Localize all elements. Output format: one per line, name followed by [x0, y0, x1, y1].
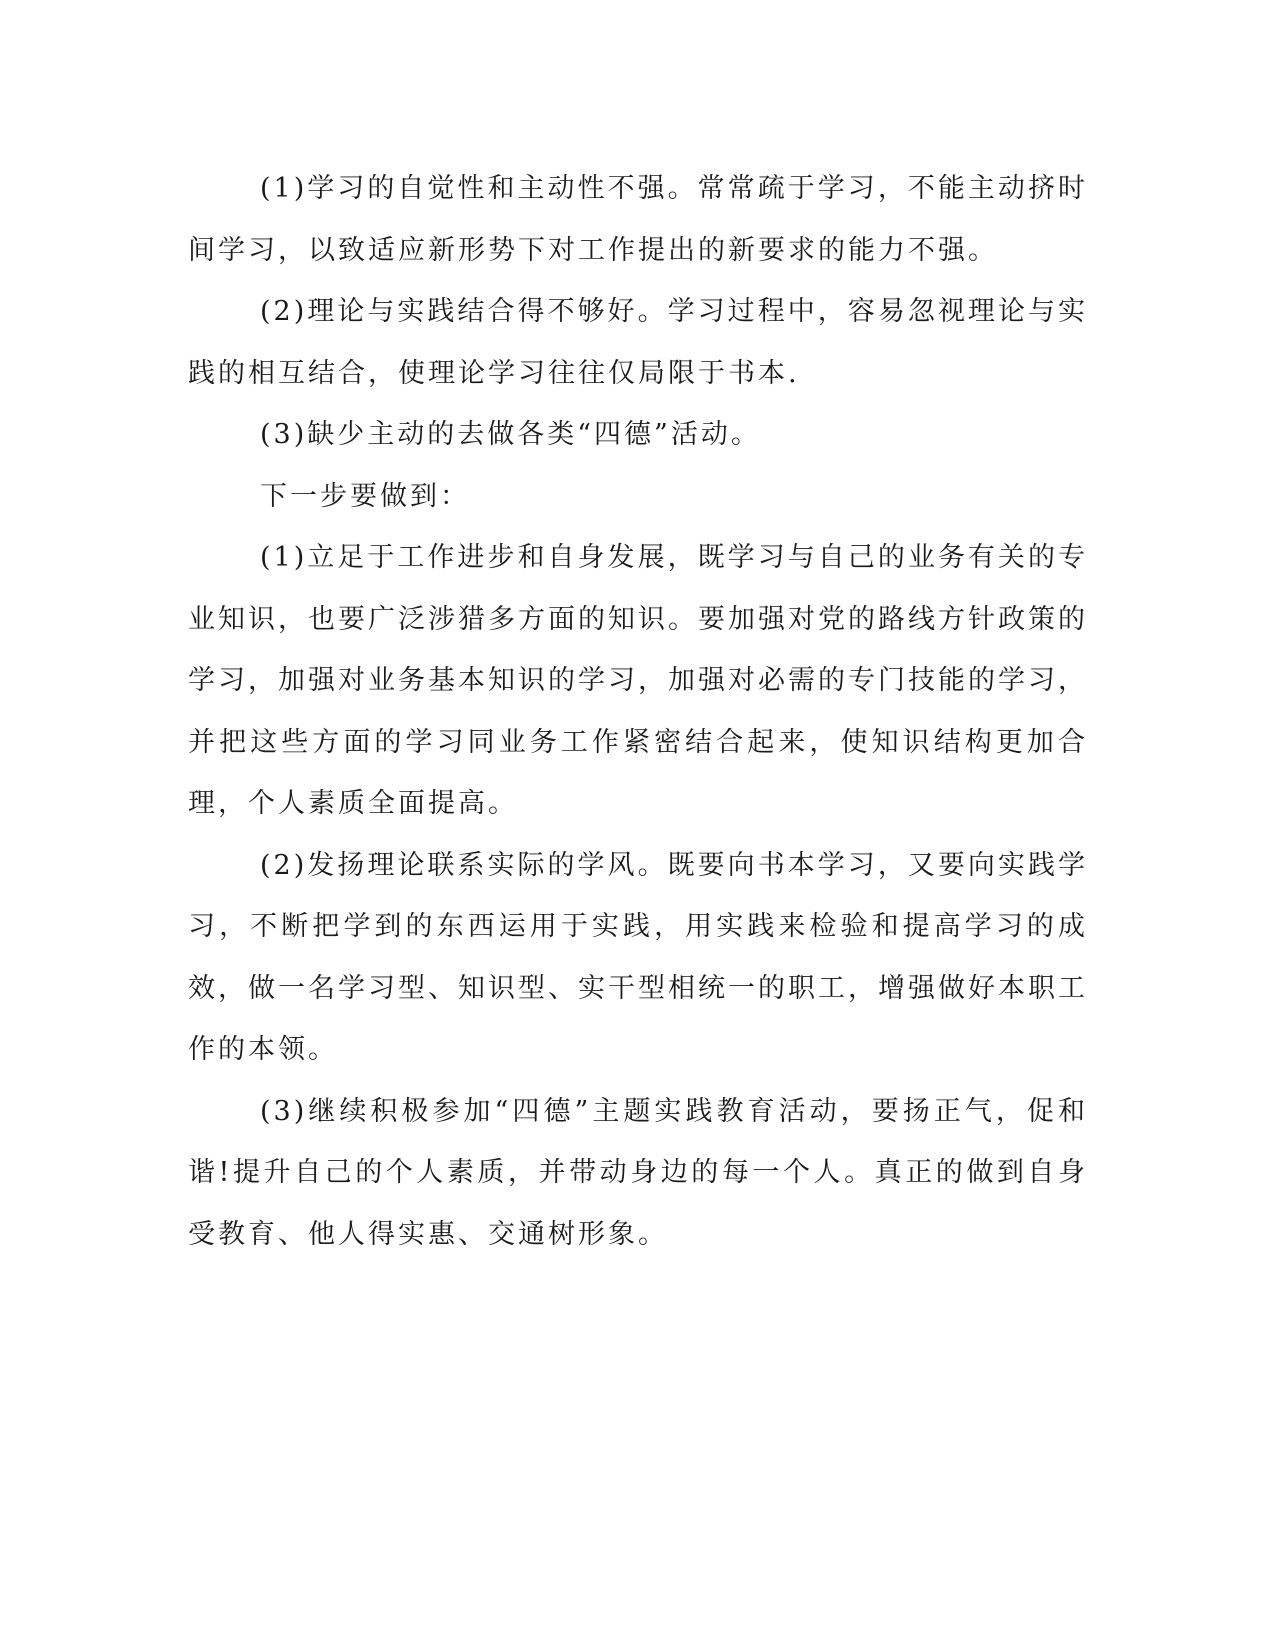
paragraph-next-steps-heading: 下一步要做到：: [260, 480, 470, 512]
paragraph-plan-1: (1)立足于工作进步和自身发展，既学习与自己的业务有关的专业知识，也要广泛涉猎多方面的知识。要加强对党的路线方针政策的学习，加强对业务基本知识的学习，加强对必需的专门技能的学习，并把这些方面的学习同业务工作紧密结合起来，使知识结构更加合理，个人素质全面提高。: [188, 542, 1088, 819]
document-body: [188, 158, 1088, 1265]
paragraph-plan-2: (2)发扬理论联系实际的学风。既要向书本学习，又要向实践学习，不断把学到的东西运用于实践，用实践来检验和提高学习的成效，做一名学习型、知识型、实干型相统一的职工，增强做好本职工作的本领。: [188, 849, 1088, 1065]
paragraph-problem-1: (1)学习的自觉性和主动性不强。常常疏于学习，不能主动挤时间学习，以致适应新形势下对工作提出的新要求的能力不强。: [188, 173, 1088, 266]
paragraph-problem-2: (2)理论与实践结合得不够好。学习过程中，容易忽视理论与实践的相互结合，使理论学习往往仅局限于书本.: [188, 296, 1088, 389]
paragraph-plan-3: (3)继续积极参加“四德”主题实践教育活动，要扬正气，促和谐!提升自己的个人素质，并带动身边的每一个人。真正的做到自身受教育、他人得实惠、交通树形象。: [188, 1095, 1088, 1250]
paragraph-problem-3: (3)缺少主动的去做各类“四德”活动。: [260, 419, 761, 450]
